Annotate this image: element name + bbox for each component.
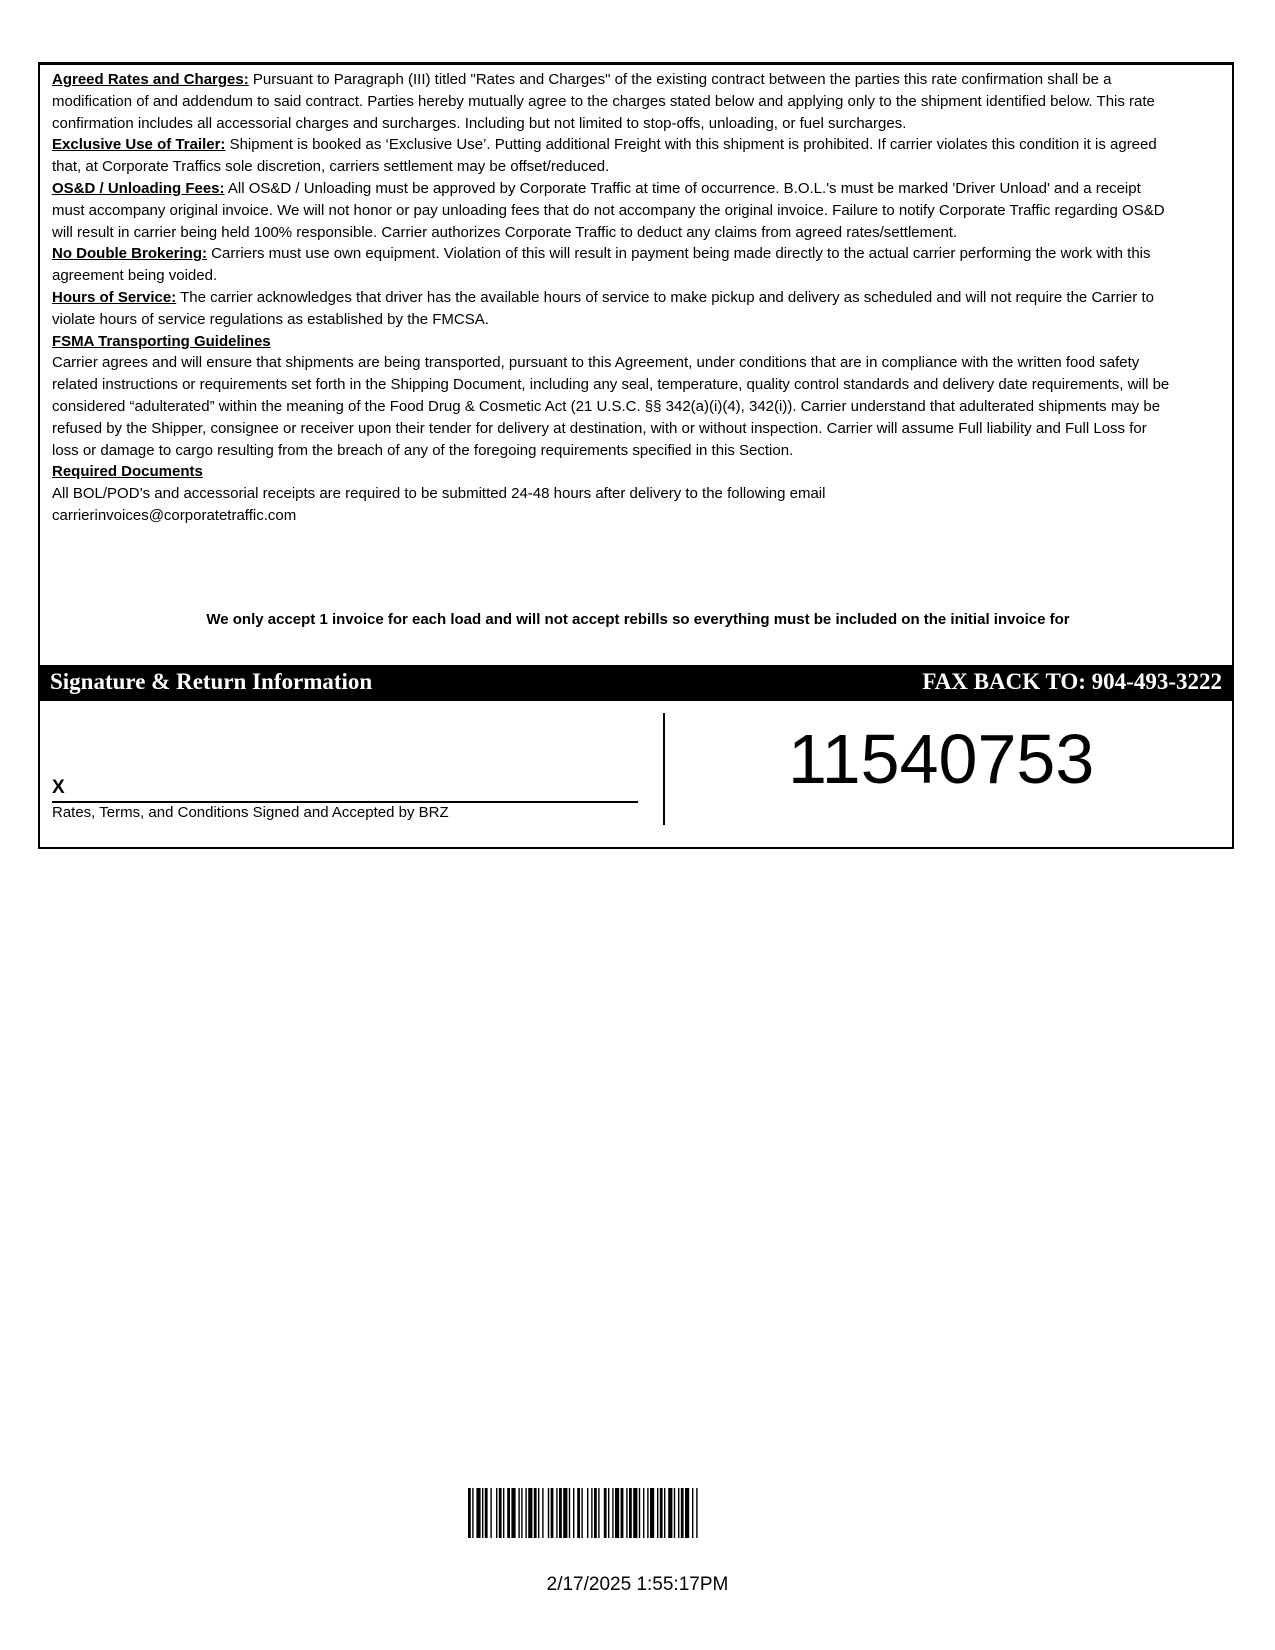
terms-section — [38, 62, 1234, 666]
documents-email: carrierinvoices@corporatetraffic.com — [52, 506, 297, 524]
terms-rates — [52, 69, 1172, 134]
rates-heading: Agreed Rates and Charges: — [52, 71, 249, 88]
documents-heading: Required Documents — [52, 463, 203, 481]
documents-text: All BOL/POD’s and accessorial receipts are required to be submitted 24-48 hours after delivery to the following email — [52, 485, 826, 503]
brokering-text: Carriers must use own equipment. Violation of this will result in payment being made directly to the actual carrier performing the work with this agreement being voided. — [52, 245, 1151, 285]
fsma-text: Carrier agrees and will ensure that shipments are being transported, pursuant to this Agreement, under conditions that are in compliance with the written food safety related instructions or requirements set forth in the Shipping Document, including any seal, temperature, quality control standards and delivery date requirements, will be considered “adulterated” within the meaning of the Food Drug & Cosmetic Act (21 U.S.C. §§ 342(a)(i)(4), 342(i)). Carrier understand that adulterated shipments may be refused by the Shipper, consignee or receiver upon their tender for delivery at destination, with or without inspection. Carrier will assume Full liability and Full Loss for loss or damage to cargo resulting from the breach of any of the foregoing requirements specified in this Section. — [52, 354, 1170, 459]
osd-heading: OS&D / Unloading Fees: — [52, 179, 225, 197]
terms-osd — [52, 178, 1172, 243]
signature-caption: Rates, Terms, and Conditions Signed and Accepted by BRZ — [52, 804, 449, 821]
signature-line — [52, 801, 638, 803]
fax-back-number: FAX BACK TO: 904-493-3222 — [922, 669, 1222, 694]
rates-text: Pursuant to Paragraph (III) titled "Rates and Charges" of the existing contract between the parties this rate confirmation shall be a modification of and addendum to said contract. Parties hereby mutually agree to the charges stated below and applying only to the shipment identified below. This rate confirmation includes all accessorial charges and surcharges. Including but not limited to stop-offs, unloading, or fuel surcharges. — [52, 71, 1155, 132]
terms-brokering — [52, 243, 1172, 287]
signature-divider — [663, 713, 665, 825]
brokering-heading: No Double Brokering: — [52, 245, 208, 263]
terms-text — [52, 69, 1172, 527]
signature-bar — [38, 665, 1234, 701]
signature-bar-title: Signature & Return Information — [50, 669, 373, 694]
fsma-heading: FSMA Transporting Guidelines — [52, 332, 271, 350]
signature-box — [38, 701, 1234, 849]
hours-text: The carrier acknowledges that driver has the available hours of service to make pickup and delivery as scheduled and will not require the Carrier to violate hours of service regulations as established by the FMCSA. — [52, 288, 1154, 328]
exclusive-heading: Exclusive Use of Trailer: — [52, 136, 226, 154]
terms-hours — [52, 287, 1172, 331]
hours-heading: Hours of Service: — [52, 288, 177, 306]
exclusive-text: Shipment is booked as ‘Exclusive Use’. Putting additional Freight with this shipment is prohibited. If carrier violates this condition it is agreed that, at Corporate Traffics sole discretion, carriers settlement may be offset/reduced. — [52, 136, 1157, 176]
terms-exclusive — [52, 134, 1172, 178]
barcode-icon — [468, 1488, 802, 1538]
osd-text: All OS&D / Unloading must be approved by Corporate Traffic at time of occurrence. B.O.L.'s must be marked 'Driver Unload' and a receipt must accompany original invoice. We will not honor or pay unloading fees that do not accompany the original invoice. Failure to notify Corporate Traffic regarding OS&D will result in carrier being held 100% responsible. Carrier authorizes Corporate Traffic to deduct any claims from agreed rates/settlement. — [52, 179, 1165, 241]
print-timestamp: 2/17/2025 1:55:17PM — [546, 1574, 729, 1595]
load-number: 11540753 — [788, 720, 1095, 798]
invoice-notice: We only accept 1 invoice for each load and will not accept rebills so everything must be included on the initial invoice for — [206, 611, 1070, 628]
signature-x-mark: X — [52, 777, 65, 798]
